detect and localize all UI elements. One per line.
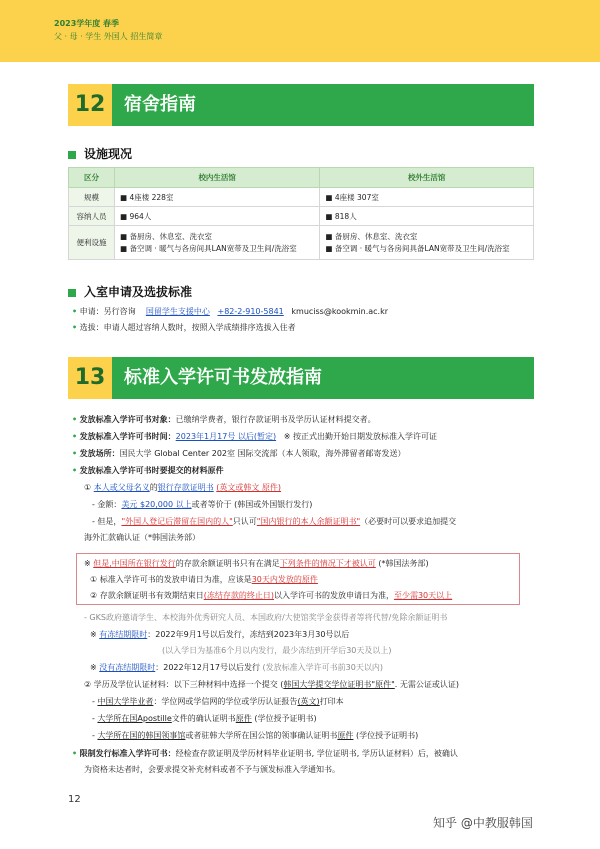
list-item: - GKS政府邀请学生、本校海外优秀研究人员、本国政府/大使馆奖学金获得者等将代替/免除余额证明书 xyxy=(84,613,448,622)
list-item: - 中国大学毕业者：学位网或学信网的学位或学历认证报告(英文)打印本 xyxy=(92,697,344,706)
list-item: • 限制发行标准入学许可书：经检查存款证明及学历材料毕业证明书, 学位证明书, 学历认证材料）后，被确认 xyxy=(72,749,458,758)
list-item: ※ 有冻结期限时：2022年9月1号以后发行，冻结到2023年3月30号以后 xyxy=(90,630,350,639)
section-number: 13 xyxy=(68,357,112,399)
table-cell: ■ 818人 xyxy=(320,207,534,226)
watermark: 知乎 @中教服韩国 xyxy=(433,816,533,830)
row-label: 规模 xyxy=(69,188,115,207)
facilities-heading: 设施现况 xyxy=(68,145,132,162)
table-header-row xyxy=(69,168,534,188)
table-cell: ■ 4座楼 228室 xyxy=(115,188,320,207)
header-bar xyxy=(0,0,600,62)
section-12-header xyxy=(68,84,534,126)
table-cell: ■ 备厨房、休息室、洗衣室 ■ 备空调 · 暖气与各房间具LAN宽带及卫生间/洗浴室 xyxy=(115,226,320,260)
column-header: 校内生活馆 xyxy=(115,168,320,188)
list-item: ① 本人或父母名义的银行存款证明书 (英文或韩文 原件) xyxy=(84,483,282,492)
list-item: - 金额：美元 $20,000 以上或者等价于 (韩国或外国银行发行) xyxy=(92,500,313,509)
page-number: 12 xyxy=(68,794,81,805)
table-row xyxy=(69,188,534,207)
list-item: - 但是，"外国人登记后滞留在国内的人"只认可"国内银行的本人余额证明书"（必要时可以要求追加提交 xyxy=(92,517,457,526)
email-text: kmuciss@kookmin.ac.kr xyxy=(291,307,389,316)
list-item: ※ 但是,中国所在银行发行的存款余额证明书只有在满足下列条件的情况下才被认可 (*韩国法务部) xyxy=(84,559,429,568)
list-item: • 发放标准入学许可书时要提交的材料原件 xyxy=(72,466,224,475)
list-item: • 发放场所：国民大学 Global Center 202室 国际交流部（本人领取，海外滞留者邮寄发送） xyxy=(72,449,406,458)
header-year: 2023学年度 春季 xyxy=(54,19,120,28)
column-header: 区分 xyxy=(69,168,115,188)
section-13-header xyxy=(68,357,534,399)
header-subtitle: 父 · 母 · 学生 外国人 招生简章 xyxy=(54,32,163,41)
phone-link[interactable]: +82-2-910-5841 xyxy=(217,307,284,316)
apply-contact-line: • 申请：另行咨询 国留学生支援中心 +82-2-910-5841 kmuciss@kookmin.ac.kr xyxy=(72,307,389,316)
list-item: ② 存款余额证明书有效期结束日(冻结存款的终止日)以入学许可书的发放申请日为准，至少需30天以上 xyxy=(90,591,453,600)
list-item: • 发放标准入学许可书时间：2023年1月17号 以后(暂定) ※ 按正式出勤开始日期发放标准入学许可证 xyxy=(72,432,437,441)
section-title: 标准入学许可书发放指南 xyxy=(124,367,322,388)
table-cell: ■ 4座楼 307室 xyxy=(320,188,534,207)
table-row xyxy=(69,207,534,226)
list-item: 为资格未达者时，会要求提交补充材料或者不予与颁发标准入学通知书。 xyxy=(84,765,340,774)
list-item: • 发放标准入学许可书对象：已缴纳学费者，银行存款证明书及学历认证材料提交者。 xyxy=(72,415,376,424)
list-item: ※ 没有冻结期限时：2022年12月17号以后发行 (发放标准入学许可书前30天以内) xyxy=(90,663,383,672)
support-center-link[interactable]: 国留学生支援中心 xyxy=(145,307,210,316)
list-item: - 大学所在国的韩国领事馆或者驻韩大学所在国公馆的领事确认证明书原件 (学位授予证明书) xyxy=(92,731,419,740)
list-item: ② 学历及学位认证材料：以下三种材料中选择一个提交 (韩国大学提交学位证明书"原件". 无需公证或认证) xyxy=(84,680,459,689)
list-item: ① 标准入学许可书的发放申请日为准，应该是30天内发放的原件 xyxy=(90,575,318,584)
column-header: 校外生活馆 xyxy=(320,168,534,188)
list-item: 海外汇款确认证（*韩国法务部） xyxy=(84,533,200,542)
row-label: 便利设施 xyxy=(69,226,115,260)
facilities-table xyxy=(68,167,534,260)
section-number: 12 xyxy=(68,84,112,126)
table-row xyxy=(69,226,534,260)
dorm-apply-heading: 入室申请及选拔标准 xyxy=(68,283,192,300)
list-item: - 大学所在国Apostille文件的确认证明书原件 (学位授予证明书) xyxy=(92,714,317,723)
square-bullet-icon xyxy=(68,289,76,297)
table-cell: ■ 备厨房、休息室、洗衣室 ■ 备空调 · 暖气与各房间具备LAN宽带及卫生间/洗浴室 xyxy=(320,226,534,260)
row-label: 容纳人员 xyxy=(69,207,115,226)
table-cell: ■ 964人 xyxy=(115,207,320,226)
selection-line: • 选拔：申请人超过容纳人数时，按照入学成绩排序选拔入住者 xyxy=(72,323,296,332)
section-title: 宿舍指南 xyxy=(124,94,196,115)
square-bullet-icon xyxy=(68,151,76,159)
list-item: (以入学日为基准6个月以内发行，最少冻结到开学后30天及以上) xyxy=(162,646,392,655)
